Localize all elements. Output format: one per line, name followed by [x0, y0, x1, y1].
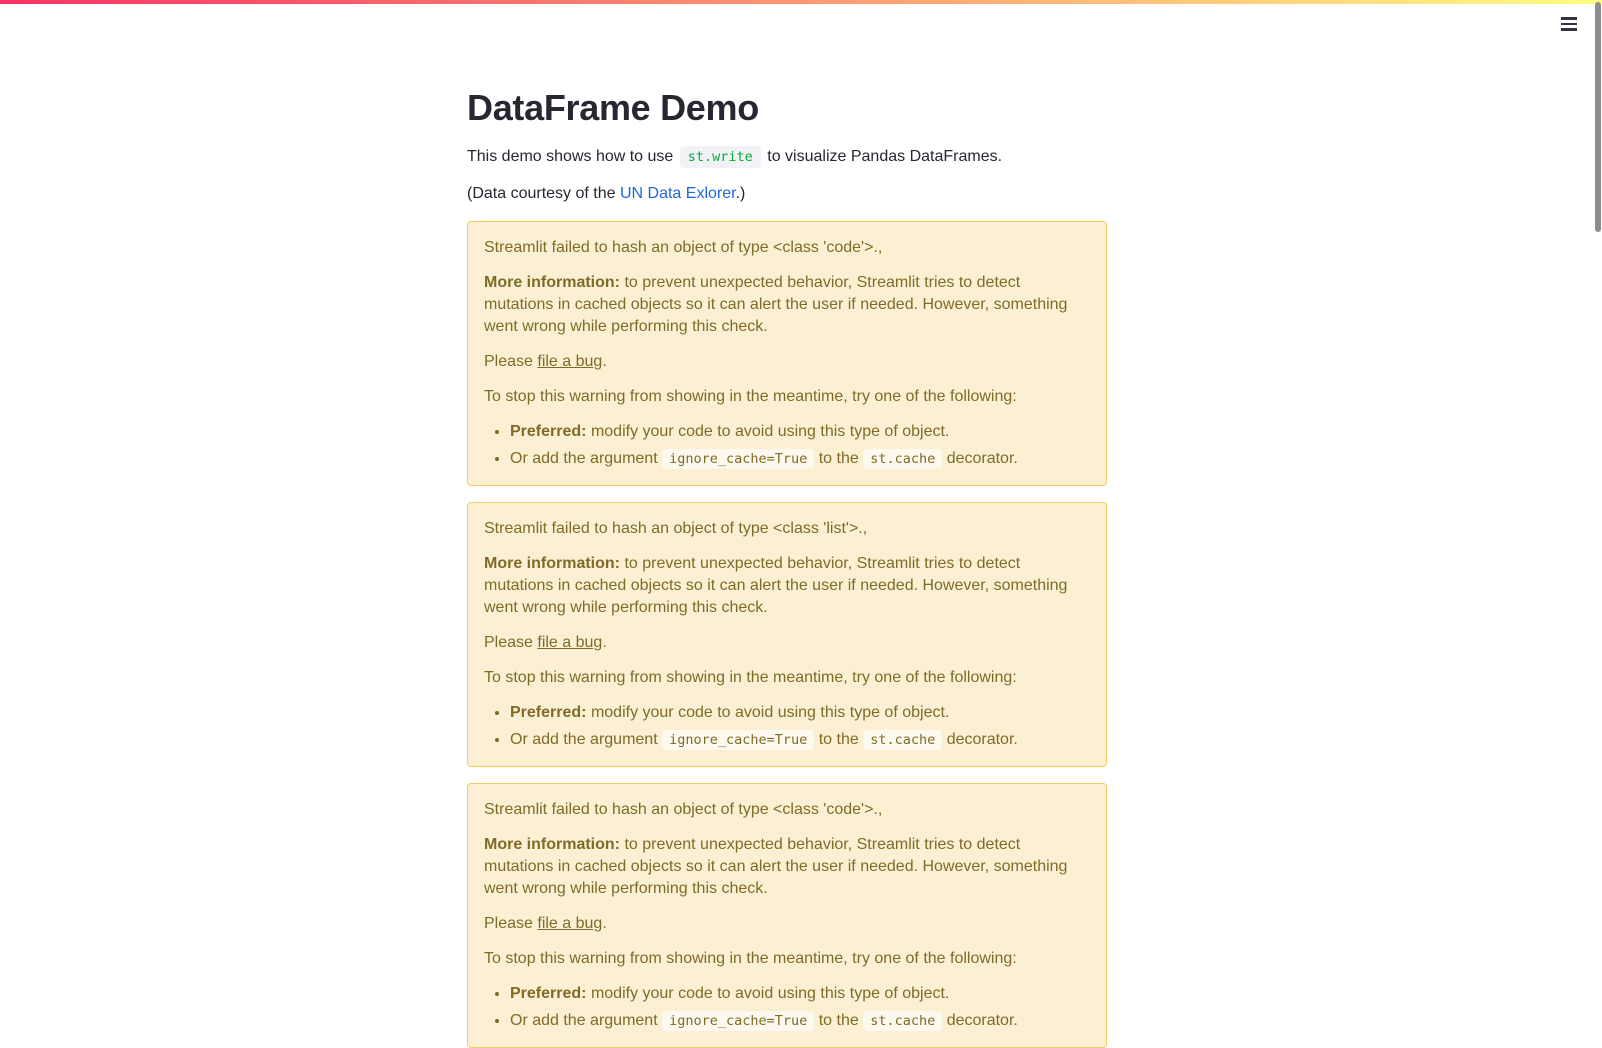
decoration-bar — [0, 0, 1602, 4]
warning-stop-line: To stop this warning from showing in the meantime, try one of the following: — [484, 949, 1017, 967]
st-cache-code-chip: st.cache — [863, 1011, 942, 1031]
file-a-bug-link[interactable]: file a bug — [537, 633, 603, 651]
vertical-scrollbar-thumb[interactable] — [1595, 2, 1601, 232]
intro-paragraph — [467, 146, 1107, 168]
ignore-cache-code-chip: ignore_cache=True — [662, 1011, 814, 1031]
warning-more-info: More information: to prevent unexpected behavior, Streamlit tries to detect mutations in cached objects so it can alert the user if needed. However, something went wrong while performing this check. — [484, 554, 1068, 616]
page-title: DataFrame Demo — [467, 87, 759, 128]
file-a-bug-link[interactable]: file a bug — [537, 914, 603, 932]
warning-suggestion-list — [484, 421, 1090, 470]
credit-text-after: .) — [735, 184, 746, 202]
un-data-explorer-link[interactable]: UN Data Exlorer — [619, 184, 736, 202]
warning-stop-line: To stop this warning from showing in the meantime, try one of the following: — [484, 668, 1017, 686]
main-menu-button[interactable] — [1560, 15, 1580, 33]
intro-text-after: to visualize Pandas DataFrames. — [767, 147, 1003, 165]
credit-text-before: (Data courtesy of the — [467, 184, 616, 202]
warning-bullet-preferred: • Preferred: modify your code to avoid using this type of object. — [510, 421, 1090, 443]
intro-text-before: This demo shows how to use — [467, 147, 674, 165]
warning-bullet-ignore-cache: • Or add the argument ignore_cache=True to the st.cache decorator. — [510, 448, 1090, 470]
file-a-bug-link[interactable]: file a bug — [537, 352, 603, 370]
warning-bullet-ignore-cache: • Or add the argument ignore_cache=True to the st.cache decorator. — [510, 729, 1090, 751]
warning-file-bug-line: Please file a bug. — [484, 914, 607, 932]
warning-headline: Streamlit failed to hash an object of type <class 'list'>., — [484, 519, 868, 537]
warning-suggestion-list — [484, 983, 1090, 1032]
warning-headline: Streamlit failed to hash an object of type <class 'code'>., — [484, 238, 883, 256]
warning-alert-2 — [467, 502, 1107, 767]
warning-more-info: More information: to prevent unexpected behavior, Streamlit tries to detect mutations in cached objects so it can alert the user if needed. However, something went wrong while performing this check. — [484, 273, 1068, 335]
st-cache-code-chip: st.cache — [863, 449, 942, 469]
warning-more-info: More information: to prevent unexpected behavior, Streamlit tries to detect mutations in cached objects so it can alert the user if needed. However, something went wrong while performing this check. — [484, 835, 1068, 897]
st-cache-code-chip: st.cache — [863, 730, 942, 750]
warning-file-bug-line: Please file a bug. — [484, 633, 607, 651]
warning-stop-line: To stop this warning from showing in the meantime, try one of the following: — [484, 387, 1017, 405]
main-content — [467, 0, 1107, 1048]
warning-file-bug-line: Please file a bug. — [484, 352, 607, 370]
st-write-code-chip: st.write — [680, 146, 761, 168]
ignore-cache-code-chip: ignore_cache=True — [662, 730, 814, 750]
warning-bullet-preferred: • Preferred: modify your code to avoid using this type of object. — [510, 702, 1090, 724]
warning-bullet-preferred: • Preferred: modify your code to avoid using this type of object. — [510, 983, 1090, 1005]
warning-alert-1 — [467, 221, 1107, 486]
ignore-cache-code-chip: ignore_cache=True — [662, 449, 814, 469]
warning-alert-3 — [467, 783, 1107, 1048]
warning-headline: Streamlit failed to hash an object of type <class 'code'>., — [484, 800, 883, 818]
warning-bullet-ignore-cache: • Or add the argument ignore_cache=True to the st.cache decorator. — [510, 1010, 1090, 1032]
credit-paragraph — [467, 183, 1107, 205]
warning-suggestion-list — [484, 702, 1090, 751]
